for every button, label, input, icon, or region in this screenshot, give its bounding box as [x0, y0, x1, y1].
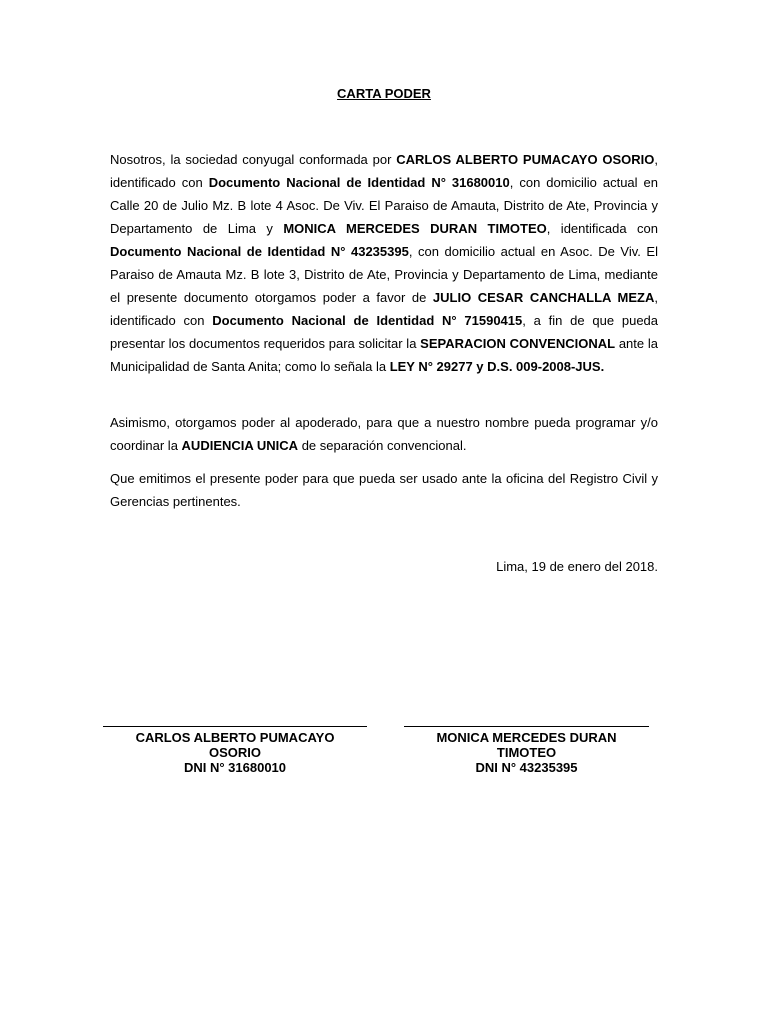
signer-dni: DNI N° 31680010 — [183, 760, 287, 775]
signer-dni: DNI N° 43235395 — [475, 760, 578, 775]
paragraph-2 — [110, 411, 658, 457]
bold-text-run: JULIO CESAR CANCHALLA MEZA — [432, 290, 655, 305]
signature-block-monica — [404, 726, 649, 775]
text-run: Que emitimos el presente poder para que pueda ser usado ante la oficina del Registro Civil y Gerencias pertinentes. — [110, 471, 658, 509]
paragraph-3 — [110, 467, 658, 513]
signer-name-line1: CARLOS ALBERTO PUMACAYO — [135, 730, 335, 745]
text-run: Asimismo, otorgamos poder al apoderado, para que a nuestro nombre pueda programar y/o coordinar la — [110, 415, 658, 453]
signer-name-line2: OSORIO — [208, 745, 261, 760]
signature-line — [103, 726, 367, 727]
bold-text-run: Documento Nacional de Identidad N° 31680010 — [208, 175, 510, 190]
bold-text-run: Documento Nacional de Identidad N° 43235395 — [110, 244, 409, 259]
paragraph-1-text — [110, 148, 658, 378]
text-run: Nosotros, la sociedad conyugal conformada por — [110, 152, 397, 167]
bold-text-run: LEY N° 29277 y D.S. 009-2008-JUS. — [389, 359, 605, 374]
document-title: CARTA PODER — [337, 86, 431, 101]
signer-name-line2: TIMOTEO — [496, 745, 557, 760]
document-date: Lima, 19 de enero del 2018. — [496, 559, 658, 574]
text-run: , identificada con — [546, 221, 658, 236]
bold-text-run: CARLOS ALBERTO PUMACAYO OSORIO — [396, 152, 655, 167]
bold-text-run: Documento Nacional de Identidad N° 71590415 — [212, 313, 523, 328]
text-run: de separación convencional. — [298, 438, 467, 453]
signer-name-line1: MONICA MERCEDES DURAN — [436, 730, 617, 745]
bold-text-run: SEPARACION CONVENCIONAL — [420, 336, 616, 351]
text-run: , identificado con — [110, 290, 658, 328]
paragraph-3-text — [110, 467, 658, 513]
paragraph-2-text — [110, 411, 658, 457]
bold-text-run: AUDIENCIA UNICA — [181, 438, 299, 453]
text-run: , con domicilio actual en Calle 20 de Julio Mz. B lote 4 Asoc. De Viv. El Paraiso de Amauta, Distrito de Ate, Provincia y Departamento de Lima y — [110, 175, 658, 236]
paragraph-1 — [110, 148, 658, 378]
text-run: , a fin de que pueda presentar los documentos requeridos para solicitar la — [110, 313, 659, 351]
bold-text-run: MONICA MERCEDES DURAN TIMOTEO — [283, 221, 547, 236]
text-run: , identificado con — [110, 152, 659, 190]
text-run: , con domicilio actual en Asoc. De Viv. El Paraiso de Amauta Mz. B lote 3, Distrito de Ate, Provincia y Departamento de Lima, mediante el presente documento otorgamos poder a favor de — [110, 244, 658, 305]
signature-line — [404, 726, 649, 727]
signature-block-carlos — [103, 726, 367, 775]
text-run: ante la Municipalidad de Santa Anita; como lo señala la — [110, 336, 658, 374]
